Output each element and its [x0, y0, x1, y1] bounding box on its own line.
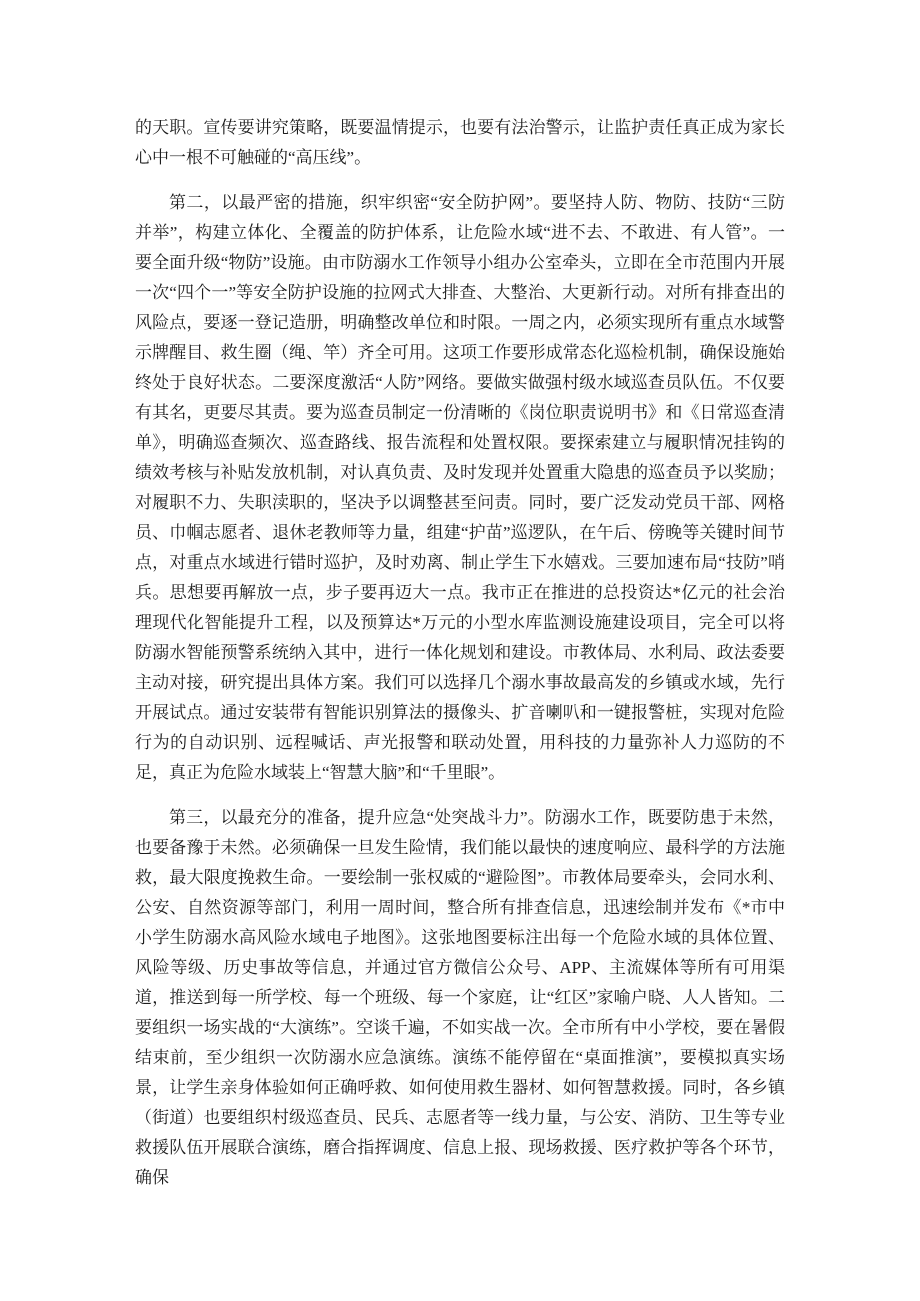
- paragraph-continuation: 的天职。宣传要讲究策略，既要温情提示，也要有法治警示，让监护责任真正成为家长心中一根不可触碰的“高压线”。: [135, 118, 785, 167]
- paragraph-third-point: 第三，以最充分的准备，提升应急“处突战斗力”。防溺水工作，既要防患于未然，也要备豫于未然。必须确保一旦发生险情，我们能以最快的速度响应、最科学的方法施救，最大限度挽救生命。一要绘制一张权威的“避险图”。市教体局要牵头，会同水利、公安、自然资源等部门，利用一周时间，整合所有排查信息，迅速绘制并发布《*市中小学生防溺水高风险水域电子地图》。这张地图要标注出每一个危险水域的具体位置、风险等级、历史事故等信息，并通过官方微信公众号、APP、主流媒体等所有可用渠道，推送到每一所学校、每一个班级、每一个家庭，让“红区”家喻户晓、人人皆知。二要组织一场实战的“大演练”。空谈千遍，不如实战一次。全市所有中小学校，要在暑假结束前，至少组织一次防溺水应急演练。演练不能停留在“桌面推演”，要模拟真实场景，让学生亲身体验如何正确呼救、如何使用救生器材、如何智慧救援。同时，各乡镇（街道）也要组织村级巡查员、民兵、志愿者等一线力量，与公安、消防、卫生等专业救援队伍开展联合演练，磨合指挥调度、信息上报、现场救援、医疗救护等各个环节，确保: [135, 808, 785, 1187]
- paragraph-second-point: 第二，以最严密的措施，织牢织密“安全防护网”。要坚持人防、物防、技防“三防并举”，构建立体化、全覆盖的防护体系，让危险水域“进不去、不敢进、有人管”。一要全面升级“物防”设施。由市防溺水工作领导小组办公室牵头，立即在全市范围内开展一次“四个一”等安全防护设施的拉网式大排查、大整治、大更新行动。对所有排查出的风险点，要逐一登记造册，明确整改单位和时限。一周之内，必须实现所有重点水域警示牌醒目、救生圈（绳、竿）齐全可用。这项工作要形成常态化巡检机制，确保设施始终处于良好状态。二要深度激活“人防”网络。要做实做强村级水域巡查员队伍。不仅要有其名，更要尽其责。要为巡查员制定一份清晰的《岗位职责说明书》和《日常巡查清单》，明确巡查频次、巡查路线、报告流程和处置权限。要探索建立与履职情况挂钩的绩效考核与补贴发放机制，对认真负责、及时发现并处置重大隐患的巡查员予以奖励；对履职不力、失职渎职的，坚决予以调整甚至问责。同时，要广泛发动党员干部、网格员、巾帼志愿者、退休老教师等力量，组建“护苗”巡逻队，在午后、傍晚等关键时间节点，对重点水域进行错时巡护，及时劝离、制止学生下水嬉戏。三要加速布局“技防”哨兵。思想要再解放一点，步子要再迈大一点。我市正在推进的总投资达*亿元的社会治理现代化智能提升工程，以及预算达*万元的小型水库监测设施建设项目，完全可以将防溺水智能预警系统纳入其中，进行一体化规划和建设。市教体局、水利局、政法委要主动对接，研究提出具体方案。我们可以选择几个溺水事故最高发的乡镇或水域，先行开展试点。通过安装带有智能识别算法的摄像头、扩音喇叭和一键报警桩，实现对危险行为的自动识别、远程喊话、声光报警和联动处置，用科技的力量弥补人力巡防的不足，真正为危险水域装上“智慧大脑”和“千里眼”。: [135, 193, 785, 782]
